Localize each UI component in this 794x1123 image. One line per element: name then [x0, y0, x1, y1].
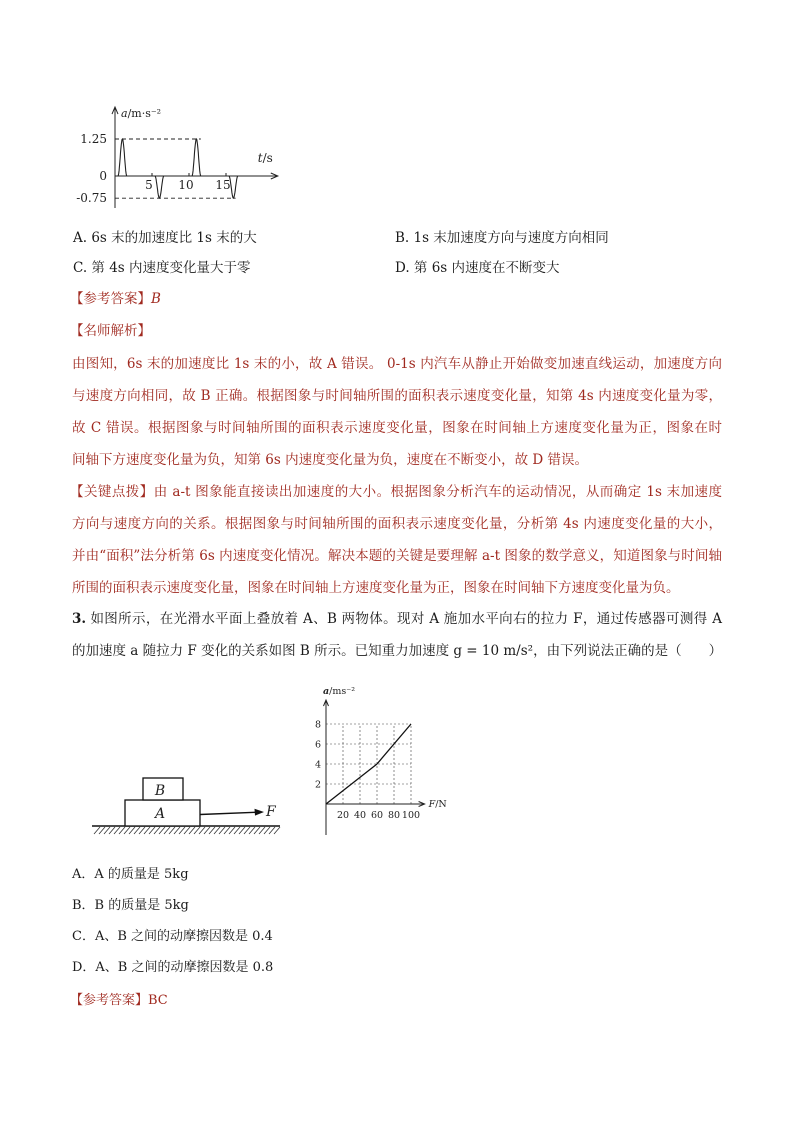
- hatch-mark: [179, 827, 185, 834]
- t-tick-label: 15: [215, 178, 231, 192]
- hatch-mark: [249, 827, 255, 834]
- f-tick-label: 20: [336, 810, 350, 821]
- hatch-mark: [129, 827, 135, 834]
- q2-analysis-line: 间轴下方速度变化量为负，知第 6s 内速度变化量为负，速度在不断变小，故 D 错误。: [72, 452, 589, 468]
- f-tick-label: 100: [401, 810, 421, 821]
- force-arrow-shaft: [200, 812, 256, 814]
- hatch-mark: [109, 827, 115, 834]
- hatch-mark: [214, 827, 220, 834]
- hatch-mark: [199, 827, 205, 834]
- q2-answer-label: 【参考答案】: [70, 291, 151, 307]
- hatch-mark: [239, 827, 245, 834]
- hatch-mark: [219, 827, 225, 834]
- hatch-mark: [169, 827, 175, 834]
- q2-option-d: D. 第 6s 内速度在不断变大: [395, 260, 560, 276]
- q2-option-a: A. 6s 末的加速度比 1s 末的大: [73, 230, 257, 246]
- t-axis-label-unit: /s: [262, 151, 273, 165]
- hatch-mark: [174, 827, 180, 834]
- hatch-mark: [229, 827, 235, 834]
- f-axis-label-var: F: [428, 799, 436, 810]
- q2-option-c: C. 第 4s 内速度变化量大于零: [73, 260, 251, 276]
- hatch-mark: [164, 827, 170, 834]
- hatch-mark: [134, 827, 140, 834]
- a-tick-label: 6: [314, 739, 321, 751]
- f-tick-label: 60: [370, 810, 384, 821]
- a-axis-label-var: a: [121, 107, 128, 121]
- hatch-mark: [144, 827, 150, 834]
- stacked-blocks-figure: [88, 770, 288, 842]
- hatch-mark: [119, 827, 125, 834]
- hatch-mark: [224, 827, 230, 834]
- hatch-mark: [94, 827, 100, 834]
- hatch-mark: [234, 827, 240, 834]
- q3-option-b: B．B 的质量是 5kg: [72, 898, 189, 913]
- f-axis-label-unit: /N: [435, 799, 447, 810]
- q3-option-c: C．A、B 之间的动摩擦因数是 0.4: [72, 929, 273, 944]
- a-axis-label: [121, 107, 161, 120]
- q3-answer-value: BC: [148, 993, 168, 1008]
- force-label: F: [266, 804, 276, 820]
- hatch-mark: [244, 827, 250, 834]
- hatch-mark: [209, 827, 215, 834]
- hatch-mark: [184, 827, 190, 834]
- q2-answer: [70, 290, 161, 308]
- q3-answer-label: 【参考答案】: [70, 993, 149, 1008]
- hatch-mark: [194, 827, 200, 834]
- q2-analysis-line: 故 C 错误。根据图象与时间轴所围的面积表示速度变化量，图象在时间轴上方速度变化量为正，图象在时: [72, 420, 722, 436]
- t-tick-label: 10: [178, 178, 194, 192]
- q2-tip-heading: 【关键点拨】: [70, 484, 154, 500]
- a-tick-label: 0: [99, 169, 107, 183]
- hatch-mark: [149, 827, 155, 834]
- q3-stem-text: 如图所示，在光滑水平面上叠放着 A、B 两物体。现对 A 施加水平向右的拉力 F，通过传感器可测得 A: [90, 611, 722, 627]
- q2-option-b: B. 1s 末加速度方向与速度方向相同: [395, 230, 609, 246]
- a-tick-label: 1.25: [80, 132, 107, 146]
- hatch-mark: [204, 827, 210, 834]
- f-tick-label: 80: [387, 810, 401, 821]
- q2-analysis-line: 与速度方向相同，故 B 正确。根据图象与时间轴所围的面积表示速度变化量，知第 4s 内速度变化量为零，: [72, 388, 722, 404]
- ground-hatching: [94, 827, 280, 834]
- a-tick-label: 4: [314, 759, 321, 771]
- acceleration-pulse-3: [192, 139, 201, 176]
- a-axis-label-unit: /m·s⁻²: [127, 107, 162, 121]
- acceleration-pulse-2: [155, 176, 164, 198]
- block-b-label: B: [154, 783, 166, 799]
- a-f-line-segment-1: [326, 764, 377, 804]
- acceleration-pulse-1: [118, 139, 127, 176]
- acceleration-time-graph: [70, 100, 285, 215]
- q3-stem-line: [72, 610, 722, 628]
- f-tick-label: 40: [353, 810, 367, 821]
- hatch-mark: [189, 827, 195, 834]
- q3-option-d: D．A、B 之间的动摩擦因数是 0.8: [72, 960, 274, 975]
- hatch-mark: [139, 827, 145, 834]
- f-axis-label: [428, 799, 447, 810]
- hatch-mark: [114, 827, 120, 834]
- q2-tip-line: 方向与速度方向的关系。根据图象与时间轴所围的面积表示速度变化量，分析第 4s 内速度变化量的大小，: [72, 516, 722, 532]
- block-a-label: A: [154, 806, 166, 822]
- hatch-mark: [124, 827, 130, 834]
- hatch-mark: [264, 827, 270, 834]
- a-tick-label: -0.75: [76, 191, 107, 206]
- hatch-mark: [259, 827, 265, 834]
- hatch-mark: [99, 827, 105, 834]
- q2-tip-line: [70, 483, 722, 501]
- q3-number: 3.: [72, 611, 87, 627]
- q2-tip-text: 由 a-t 图象能直接读出加速度的大小。根据图象分析汽车的运动情况，从而确定 1s 末加速度: [153, 484, 723, 500]
- acceleration-force-graph: [305, 682, 455, 840]
- a-tick-label: 2: [314, 779, 321, 791]
- q2-tip-line: 并由“面积”法分析第 6s 内速度变化情况。解决本题的关键是要理解 a-t 图象的数学意义，知道图象与时间轴: [72, 548, 722, 564]
- a-axis-label: [323, 686, 355, 697]
- hatch-mark: [254, 827, 260, 834]
- hatch-mark: [154, 827, 160, 834]
- t-axis-label-var: t: [257, 151, 263, 165]
- q3-option-a: A．A 的质量是 5kg: [72, 867, 189, 882]
- hatch-mark: [274, 827, 280, 834]
- a-axis-label-unit: /ms⁻²: [329, 686, 356, 697]
- q2-answer-value: B: [151, 291, 161, 307]
- t-axis-label: [258, 151, 273, 165]
- t-tick-label: 5: [145, 178, 153, 192]
- q3-stem-line: 的加速度 a 随拉力 F 变化的关系如图 B 所示。已知重力加速度 g = 10 m/s²，由下列说法正确的是（ ）: [72, 643, 723, 659]
- hatch-mark: [269, 827, 275, 834]
- q2-analysis-heading: 【名师解析】: [70, 323, 151, 339]
- force-arrow-head: [255, 809, 265, 816]
- q2-analysis-line: 由图知，6s 末的加速度比 1s 末的小，故 A 错误。 0-1s 内汽车从静止开始做变加速直线运动，加速度方向: [72, 356, 722, 372]
- hatch-mark: [159, 827, 165, 834]
- hatch-mark: [104, 827, 110, 834]
- q2-tip-line: 所围的面积表示速度变化量，图象在时间轴上方速度变化量为正，图象在时间轴下方速度变化量为负。: [72, 580, 680, 596]
- a-axis-label-var: a: [323, 686, 330, 697]
- q3-answer: [70, 992, 168, 1010]
- a-tick-label: 8: [314, 719, 321, 731]
